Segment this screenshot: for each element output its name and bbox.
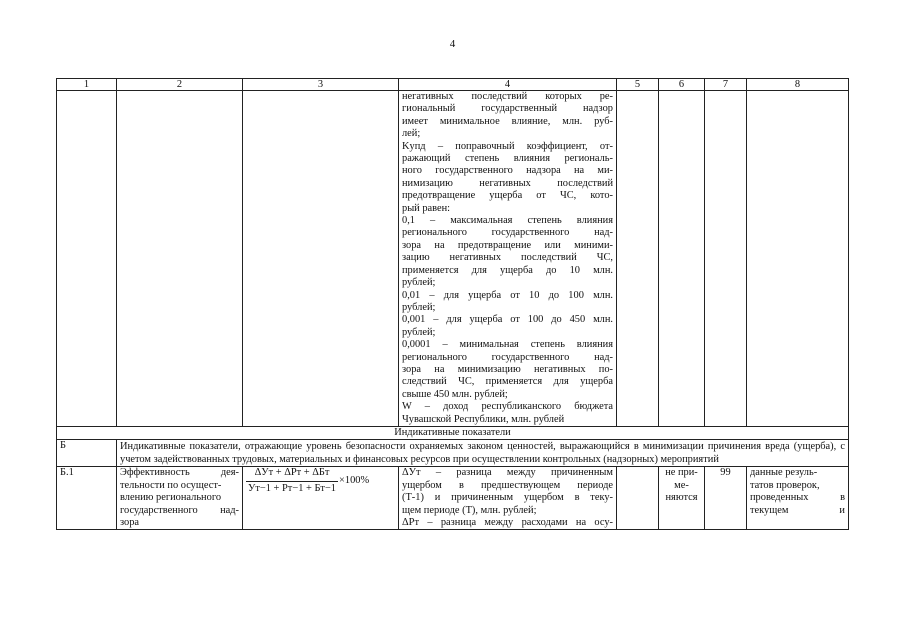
formula-fraction — [246, 467, 338, 495]
continuation-cell-3 — [243, 91, 399, 427]
description-line: 0,0001 – минимальная степень влияния — [402, 339, 613, 351]
continuation-cell-7 — [705, 91, 747, 427]
description-line: ущербом в предшествующем периоде — [402, 479, 613, 491]
indicator-b1-row — [57, 467, 849, 530]
description-line: ΔУт – разница между причиненным — [402, 467, 613, 479]
indicator-b1-name — [117, 467, 243, 530]
column-number-5: 5 — [617, 79, 659, 91]
description-line: 0,1 – максимальная степень влияния — [402, 215, 613, 227]
description-line: регионального государственного над- — [402, 351, 613, 363]
group-b-row — [57, 440, 849, 467]
description-line: Чувашской Республики, млн. рублей — [402, 413, 565, 425]
description-line: предотвращение ущерба от ЧС, кото- — [402, 190, 613, 202]
description-line: ного государственного надзора на ми- — [402, 165, 613, 177]
continuation-row — [57, 91, 849, 427]
column-number-row — [57, 79, 849, 91]
description-line: следствий ЧС, применяется для ущерба — [402, 376, 613, 388]
continuation-cell-5 — [617, 91, 659, 427]
source-line: татов проверок, — [750, 479, 820, 491]
indicator-name-line: Эффективность дея- — [120, 467, 239, 479]
description-line: Kупд – поправочный коэффициент, от- — [402, 140, 613, 152]
description-line: зора на предотвращение или миними- — [402, 239, 613, 251]
description-line: рый равен: — [402, 202, 451, 214]
group-b-code: Б — [57, 440, 117, 467]
indicator-b1-formula — [243, 467, 399, 530]
indicator-b1-target-value: 99 — [705, 467, 747, 530]
column-number-7: 7 — [705, 79, 747, 91]
description-line: негативных последствий которых ре- — [402, 91, 613, 102]
continuation-cell-1 — [57, 91, 117, 427]
source-line: проведенных в — [750, 492, 845, 504]
description-line: зора на минимизацию негативных по- — [402, 363, 613, 375]
description-line: ражающий степень влияния региональ- — [402, 153, 613, 165]
column-number-6: 6 — [659, 79, 705, 91]
source-line: данные резуль- — [750, 467, 818, 479]
section-title-row — [57, 426, 849, 439]
indicator-b1-source — [747, 467, 849, 530]
column-number-2: 2 — [117, 79, 243, 91]
formula-multiplier: ×100% — [339, 475, 370, 487]
continuation-description — [399, 91, 617, 427]
description-line: 0,001 – для ущерба от 100 до 450 млн. — [402, 314, 613, 326]
description-line: нимизацию негативных последствий — [402, 177, 613, 189]
description-line: ΔРт – разница между расходами на осу- — [402, 517, 613, 528]
applicability-line: ме- — [674, 479, 689, 491]
description-line: гиональный государственный надзор — [402, 103, 613, 115]
formula-denominator: Ут−1 + Рт−1 + Бт−1 — [248, 482, 337, 494]
indicator-b1-applicability — [659, 467, 705, 530]
description-line: щем периоде (Т), млн. рублей; — [402, 504, 537, 516]
indicator-name-line: влению регионального — [120, 492, 222, 504]
continuation-cell-6 — [659, 91, 705, 427]
applicability-line: не при- — [665, 467, 698, 479]
group-b-text: Индикативные показатели, отражающие уровень безопасности охраняемых законом ценностей, выражающийся в минимизации причинения вреда (ущерба), с учетом задействованных трудовых, материальных и финансовых ресурсов при осуществлении контрольных (надзорных) мероприятий — [117, 440, 849, 467]
indicator-name-line: государственного над- — [120, 504, 239, 516]
description-line: зацию негативных последствий ЧС, — [402, 252, 613, 264]
description-line: рублей; — [402, 301, 436, 313]
applicability-line: няются — [665, 492, 698, 504]
column-number-4: 4 — [399, 79, 617, 91]
description-line: (Т-1) и причиненным ущербом в теку- — [402, 492, 613, 504]
continuation-cell-8 — [747, 91, 849, 427]
indicator-name-line: зора — [120, 517, 140, 528]
description-line: имеет минимальное влияние, млн. руб- — [402, 115, 613, 127]
description-line: 0,01 – для ущерба от 10 до 100 млн. — [402, 289, 613, 301]
description-line: W – доход республиканского бюджета — [402, 401, 613, 413]
description-line: регионального государственного над- — [402, 227, 613, 239]
description-line: рублей; — [402, 326, 436, 338]
description-line: рублей; — [402, 277, 436, 289]
indicators-table — [56, 78, 849, 530]
indicator-b1-description — [399, 467, 617, 530]
description-line: лей; — [402, 128, 421, 140]
indicator-name-line: тельности по осущест- — [120, 479, 222, 491]
formula-numerator: ΔУт + ΔРт + ΔБт — [246, 467, 338, 481]
section-title: Индикативные показатели — [57, 426, 849, 439]
indicator-b1-code: Б.1 — [57, 467, 117, 530]
column-number-8: 8 — [747, 79, 849, 91]
description-line: применяется для ущерба до 10 млн. — [402, 264, 613, 276]
page-number: 4 — [449, 38, 456, 50]
column-number-1: 1 — [57, 79, 117, 91]
source-line: текущем и — [750, 504, 845, 516]
description-line: свыше 450 млн. рублей; — [402, 388, 508, 400]
column-number-3: 3 — [243, 79, 399, 91]
continuation-cell-2 — [117, 91, 243, 427]
indicator-b1-col5 — [617, 467, 659, 530]
